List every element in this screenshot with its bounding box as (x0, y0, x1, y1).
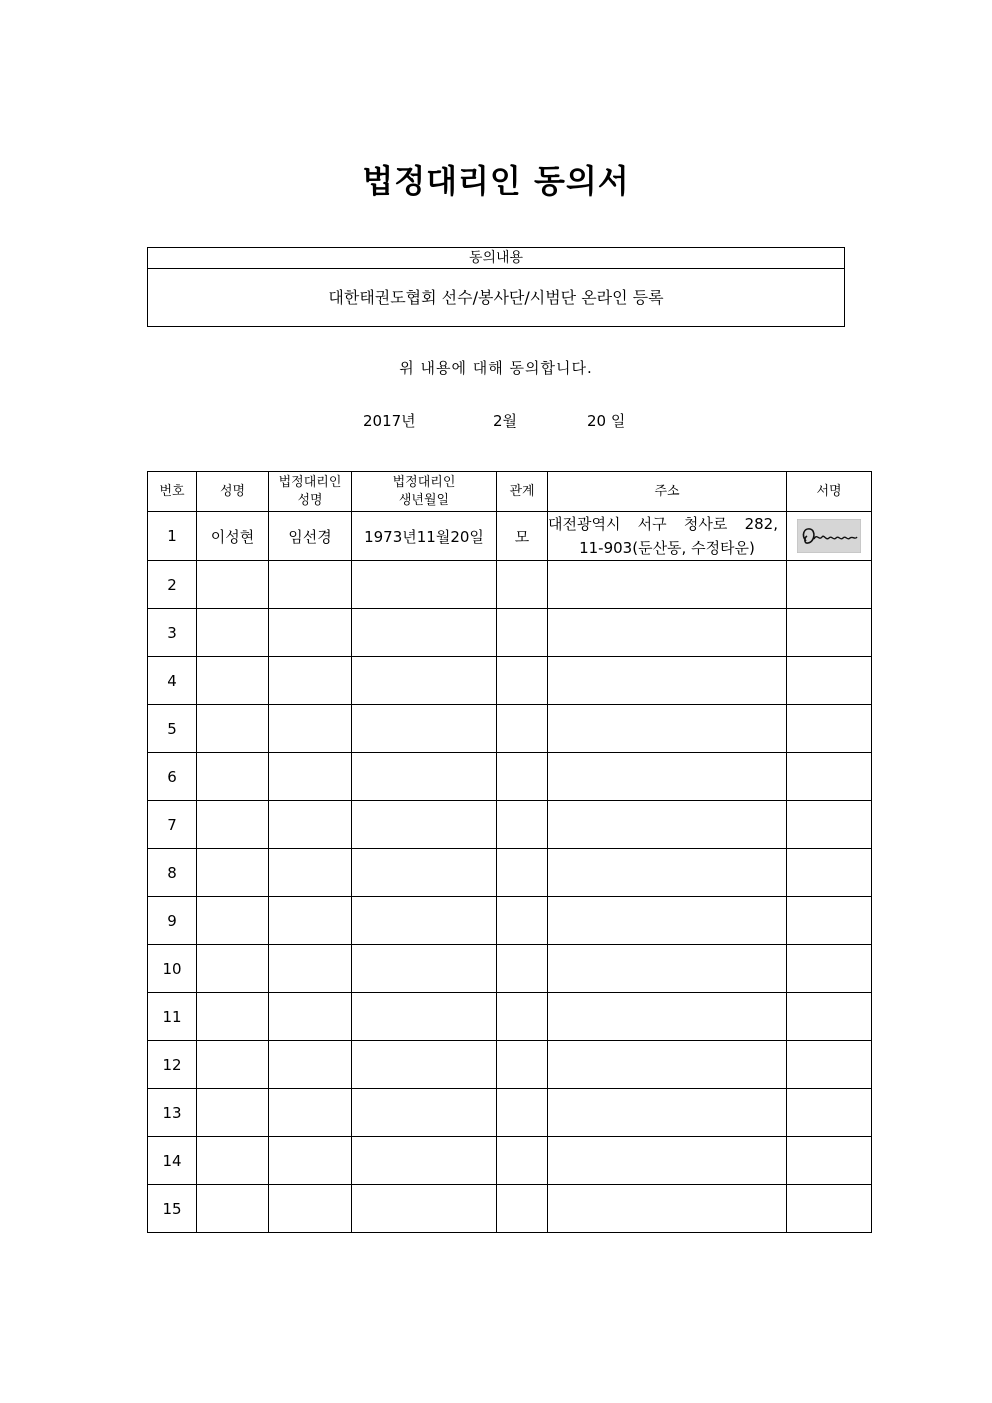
row-guardian-birth (352, 897, 497, 945)
row-name (197, 1041, 269, 1089)
row-number: 10 (148, 945, 197, 993)
header-guardian-name (269, 472, 352, 512)
table-row (148, 993, 872, 1041)
row-number: 12 (148, 1041, 197, 1089)
row-address (548, 1041, 787, 1089)
row-guardian-birth (352, 1041, 497, 1089)
row-number: 6 (148, 753, 197, 801)
row-address (548, 945, 787, 993)
table-row (148, 609, 872, 657)
row-guardian-birth (352, 657, 497, 705)
row-number: 9 (148, 897, 197, 945)
row-address (548, 1089, 787, 1137)
row-address (548, 993, 787, 1041)
row-address (548, 849, 787, 897)
row-guardian-birth (352, 993, 497, 1041)
row-relation (497, 897, 548, 945)
row-guardian-name (269, 1089, 352, 1137)
row-address (548, 1137, 787, 1185)
header-guardian-name-text: 법정대리인 성명 (278, 474, 342, 508)
row-number: 7 (148, 801, 197, 849)
row-guardian-birth (352, 753, 497, 801)
agreement-statement: 위 내용에 대해 동의합니다. (399, 359, 593, 377)
row-signature (787, 1089, 872, 1137)
row-signature (787, 801, 872, 849)
consent-content: 대한태권도협회 선수/봉사단/시범단 온라인 등록 (328, 288, 664, 307)
table-row (148, 801, 872, 849)
header-relation: 관계 (497, 472, 548, 512)
consent-header: 동의내용 (148, 248, 844, 269)
date-day: 20 일 (587, 412, 626, 430)
row-name (197, 657, 269, 705)
row-relation (497, 849, 548, 897)
row-address-line1: 대전광역시 서구 청사로 282, (548, 515, 778, 533)
row-guardian-birth (352, 945, 497, 993)
row-number: 15 (148, 1185, 197, 1233)
row-guardian-name (269, 705, 352, 753)
row-signature (787, 1185, 872, 1233)
table-row (148, 561, 872, 609)
row-signature (787, 705, 872, 753)
row-guardian-name: 임선경 (269, 512, 352, 561)
row-name: 이성현 (197, 512, 269, 561)
table-row (148, 705, 872, 753)
row-guardian-birth (352, 609, 497, 657)
row-guardian-birth (352, 705, 497, 753)
row-signature (787, 993, 872, 1041)
row-relation (497, 801, 548, 849)
row-number: 1 (148, 512, 197, 561)
row-name (197, 561, 269, 609)
row-address (548, 1185, 787, 1233)
table-row (148, 945, 872, 993)
document-title: 법정대리인 동의서 (362, 162, 630, 200)
table-row (148, 897, 872, 945)
row-address-line2: 11-903(둔산동, 수정타운) (579, 539, 755, 557)
row-address (548, 801, 787, 849)
row-name (197, 1185, 269, 1233)
table-row (148, 657, 872, 705)
row-number: 2 (148, 561, 197, 609)
row-relation (497, 657, 548, 705)
row-relation (497, 1041, 548, 1089)
date-month: 2월 (493, 412, 518, 430)
row-guardian-name (269, 849, 352, 897)
row-signature (787, 512, 872, 561)
header-name: 성명 (197, 472, 269, 512)
row-guardian-birth (352, 1185, 497, 1233)
row-guardian-name (269, 993, 352, 1041)
row-name (197, 801, 269, 849)
row-guardian-name (269, 897, 352, 945)
signature-image (797, 519, 861, 553)
row-address (548, 561, 787, 609)
row-relation (497, 561, 548, 609)
row-guardian-name (269, 1137, 352, 1185)
row-name (197, 1089, 269, 1137)
table-row (148, 512, 872, 561)
row-signature (787, 945, 872, 993)
consent-box (147, 247, 845, 327)
row-guardian-name (269, 753, 352, 801)
row-address (548, 897, 787, 945)
registration-table (147, 471, 872, 1233)
row-name (197, 1137, 269, 1185)
row-relation (497, 609, 548, 657)
row-number: 8 (148, 849, 197, 897)
row-signature (787, 1137, 872, 1185)
header-guardian-birth (352, 472, 497, 512)
row-signature (787, 897, 872, 945)
row-number: 5 (148, 705, 197, 753)
row-name (197, 849, 269, 897)
row-number: 3 (148, 609, 197, 657)
row-relation: 모 (497, 512, 548, 561)
row-relation (497, 1185, 548, 1233)
row-guardian-name (269, 1041, 352, 1089)
table-row (148, 1137, 872, 1185)
row-guardian-birth (352, 849, 497, 897)
row-name (197, 753, 269, 801)
row-number: 14 (148, 1137, 197, 1185)
row-name (197, 705, 269, 753)
table-header-row (148, 472, 872, 512)
header-guardian-birth-text: 법정대리인 생년월일 (392, 474, 456, 508)
row-name (197, 609, 269, 657)
row-relation (497, 753, 548, 801)
row-guardian-birth (352, 561, 497, 609)
row-number: 4 (148, 657, 197, 705)
row-relation (497, 1089, 548, 1137)
row-signature (787, 1041, 872, 1089)
row-signature (787, 561, 872, 609)
row-guardian-name (269, 801, 352, 849)
row-name (197, 993, 269, 1041)
header-number: 번호 (148, 472, 197, 512)
table-row (148, 753, 872, 801)
table-row (148, 1041, 872, 1089)
row-guardian-name (269, 1185, 352, 1233)
row-name (197, 897, 269, 945)
row-address (548, 753, 787, 801)
row-relation (497, 993, 548, 1041)
row-signature (787, 753, 872, 801)
row-number: 13 (148, 1089, 197, 1137)
table-row (148, 1089, 872, 1137)
row-guardian-name (269, 657, 352, 705)
table-row (148, 849, 872, 897)
header-signature: 서명 (787, 472, 872, 512)
row-guardian-name (269, 561, 352, 609)
row-address (548, 705, 787, 753)
row-signature (787, 609, 872, 657)
row-signature (787, 849, 872, 897)
date-year: 2017년 (363, 412, 416, 430)
row-relation (497, 1137, 548, 1185)
row-address (548, 657, 787, 705)
row-guardian-name (269, 945, 352, 993)
header-address: 주소 (548, 472, 787, 512)
row-guardian-name (269, 609, 352, 657)
table-row (148, 1185, 872, 1233)
row-address (548, 512, 787, 561)
row-guardian-birth (352, 1089, 497, 1137)
row-relation (497, 945, 548, 993)
row-name (197, 945, 269, 993)
row-guardian-birth: 1973년11월20일 (352, 512, 497, 561)
row-number: 11 (148, 993, 197, 1041)
row-relation (497, 705, 548, 753)
row-address (548, 609, 787, 657)
row-signature (787, 657, 872, 705)
row-guardian-birth (352, 801, 497, 849)
row-guardian-birth (352, 1137, 497, 1185)
